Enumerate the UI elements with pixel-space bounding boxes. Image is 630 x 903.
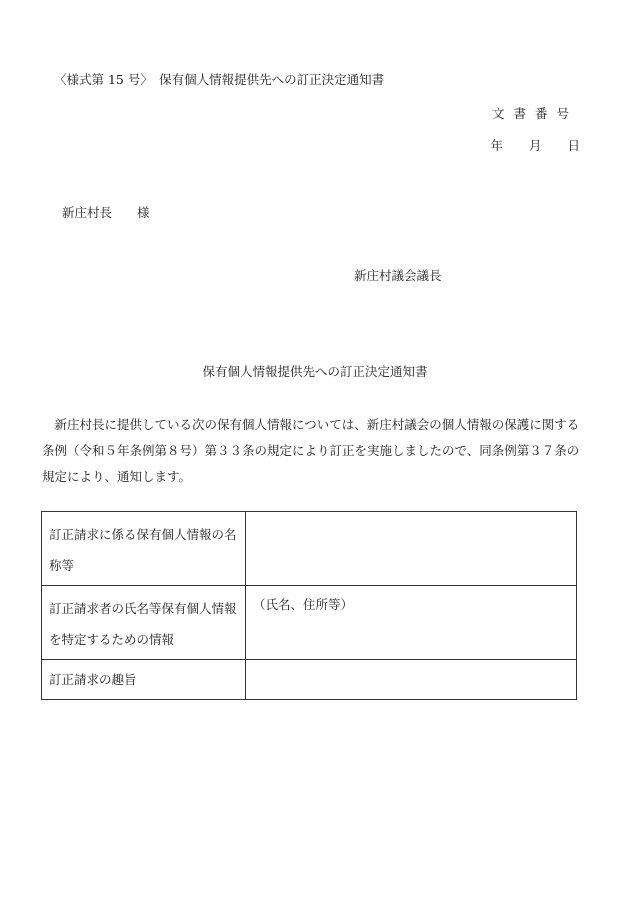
document-date bbox=[490, 136, 580, 154]
row-label: 訂正請求に係る保有個人情報の名称等 bbox=[42, 512, 246, 586]
row-value: （氏名、住所等） bbox=[246, 586, 577, 660]
document-number: 文書番号 bbox=[491, 106, 578, 121]
info-table bbox=[41, 511, 577, 700]
row-label: 訂正請求の趣旨 bbox=[42, 660, 246, 700]
row-value bbox=[246, 512, 577, 586]
table-row bbox=[42, 586, 577, 660]
date-month: 月 bbox=[528, 138, 542, 153]
sender: 新庄村議会議長 bbox=[354, 268, 442, 283]
body-text: 新庄村長に提供している次の保有個人情報については、新庄村議会の個人情報の保護に関する条例（令和５年条例第８号）第３３条の規定により訂正を実施しましたので、同条例第３７条の規定により、通知します。 bbox=[42, 417, 580, 484]
document-title: 保有個人情報提供先への訂正決定通知書 bbox=[202, 364, 428, 379]
table-row bbox=[42, 660, 577, 700]
date-year: 年 bbox=[490, 138, 503, 153]
date-day: 日 bbox=[567, 138, 580, 153]
form-label: 〈様式第 15 号〉 保有個人情報提供先への訂正決定通知書 bbox=[54, 72, 385, 87]
row-label: 訂正請求者の氏名等保有個人情報を特定するための情報 bbox=[42, 586, 246, 660]
row-value bbox=[246, 660, 577, 700]
recipient: 新庄村長 様 bbox=[62, 205, 150, 220]
table-row bbox=[42, 512, 577, 586]
